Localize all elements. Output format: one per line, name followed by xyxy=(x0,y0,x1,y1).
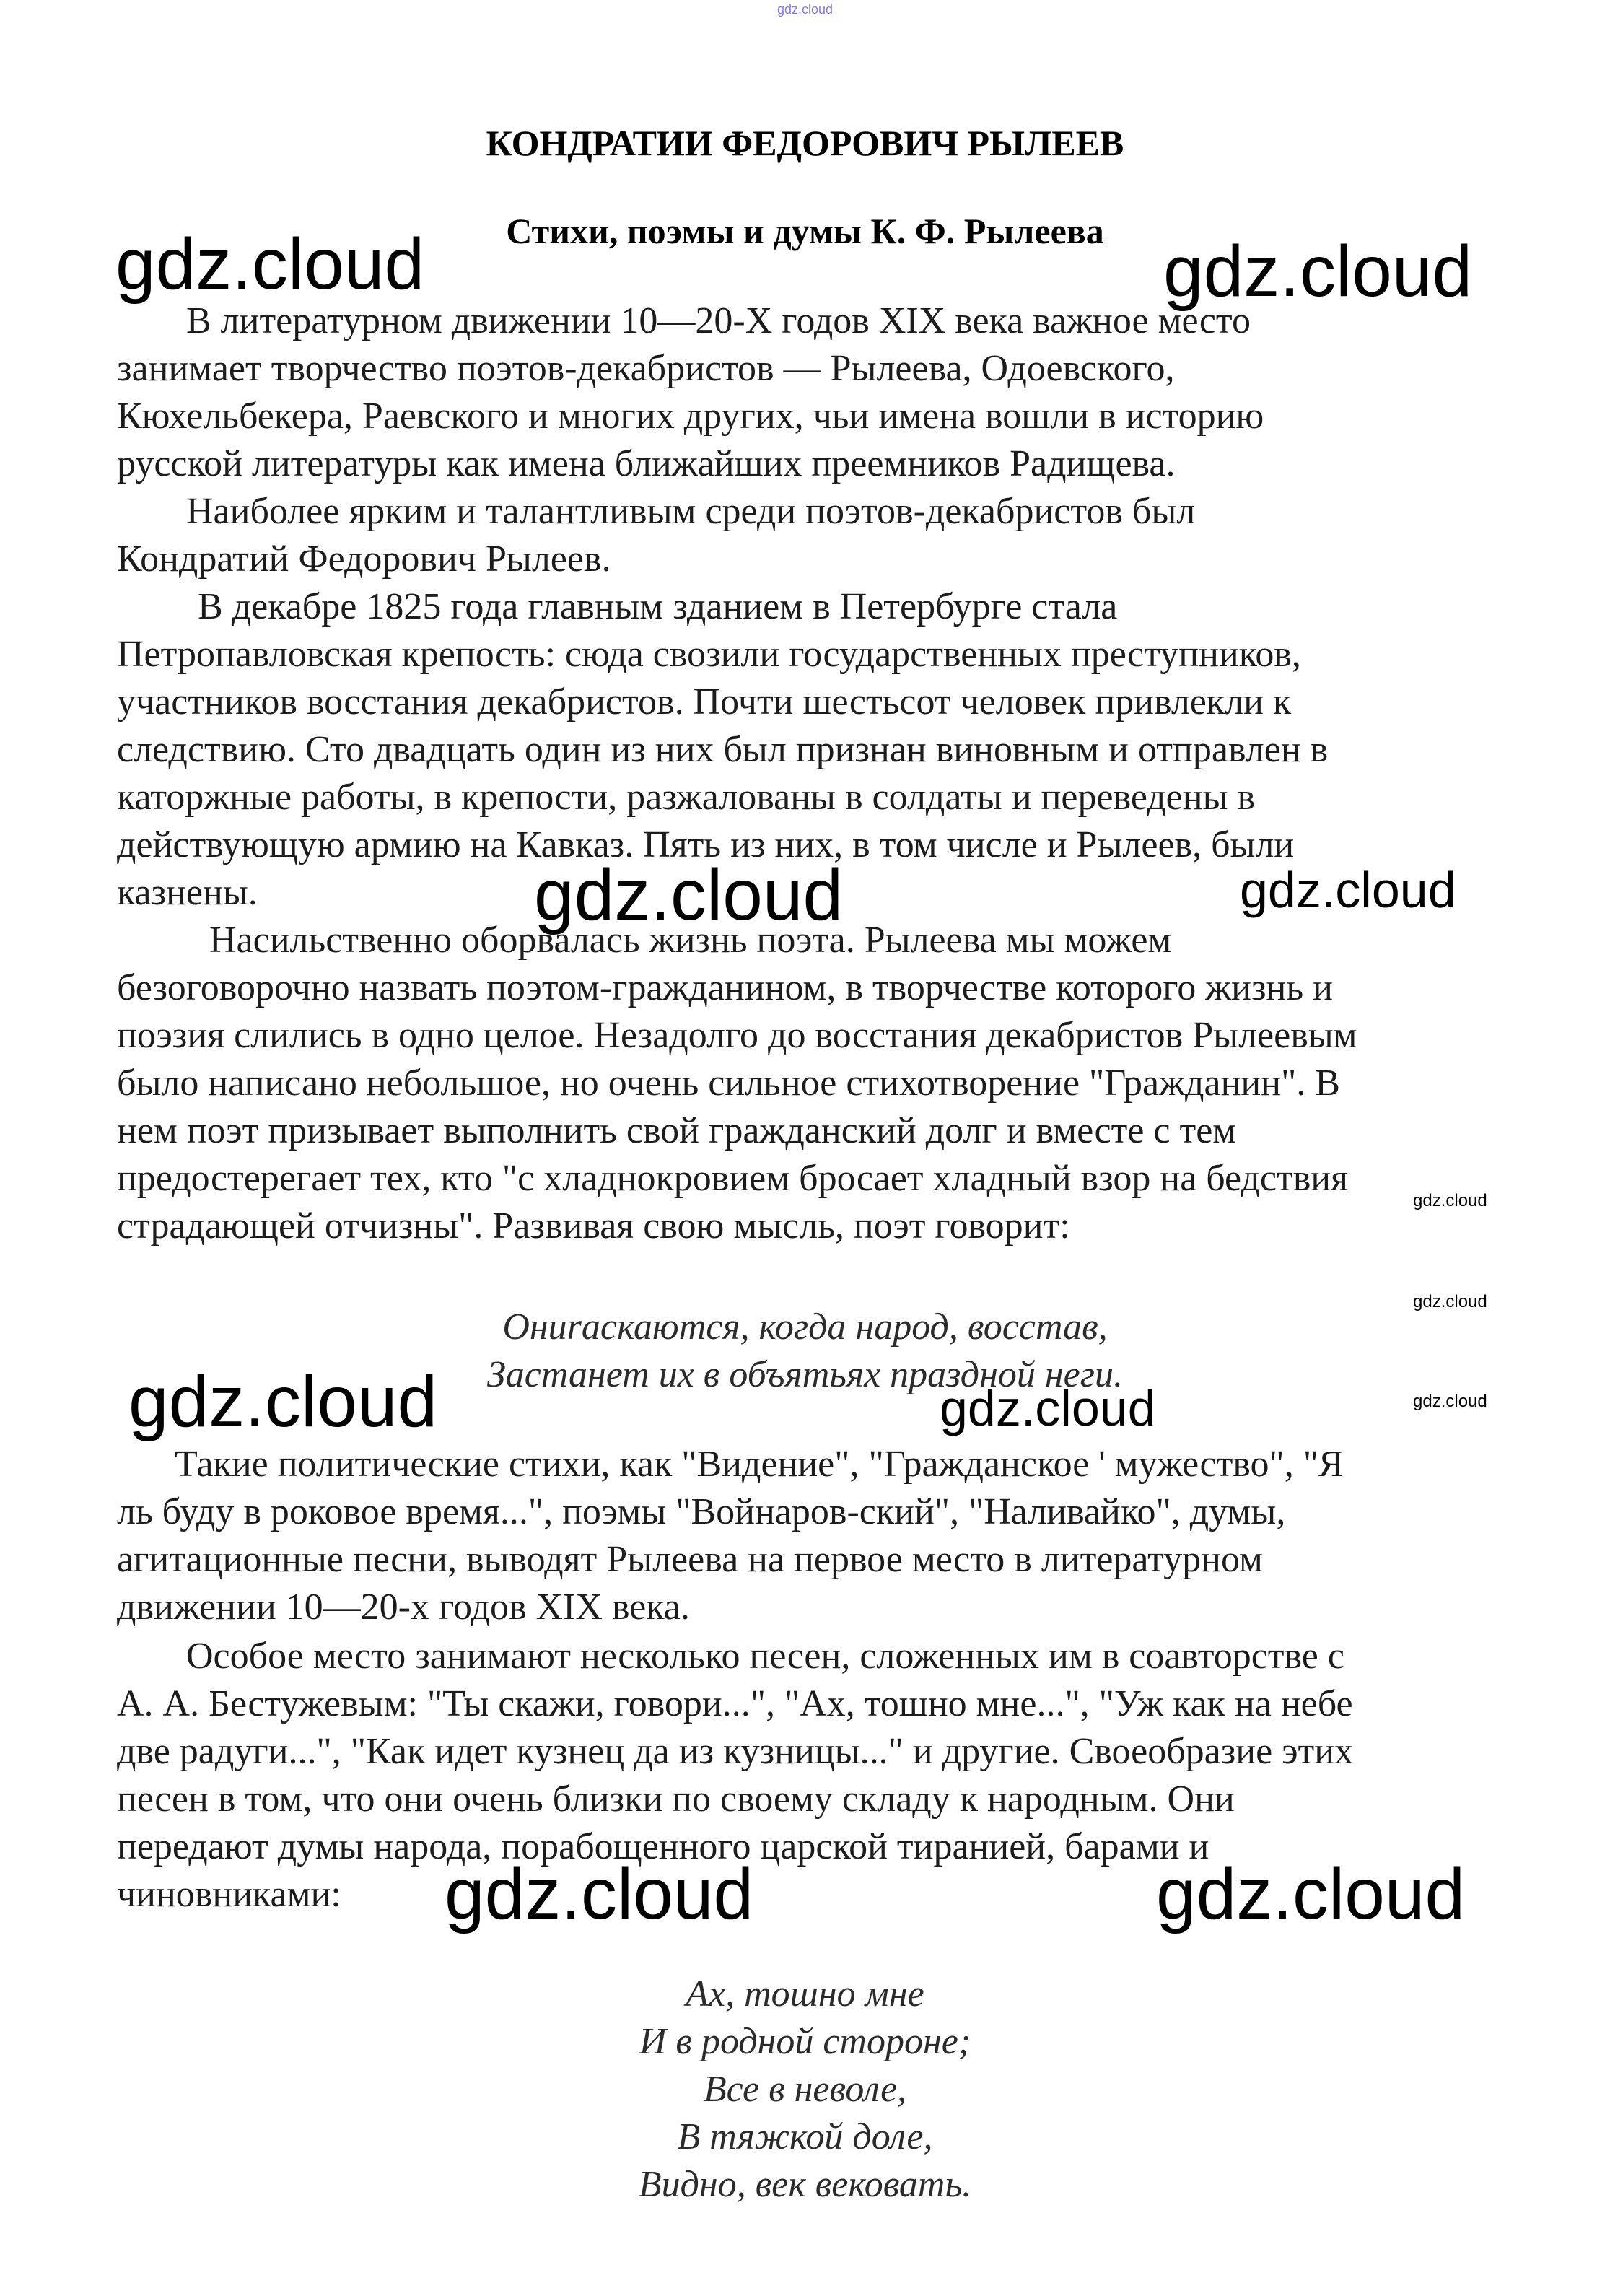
watermark: gdz.cloud xyxy=(1413,1392,1487,1411)
text-line: Насильственно оборвалась жизнь поэта. Рылеева мы можем xyxy=(209,920,1172,961)
poem-line: Все в неволе, xyxy=(703,2069,907,2110)
paragraph-2 xyxy=(117,488,1506,583)
watermark: gdz.cloud xyxy=(128,1361,438,1442)
text-line: было написано небольшое, но очень сильное стихотворение "Гражданин". В xyxy=(117,1062,1340,1104)
text-line: занимает творчество поэтов-декабристов — Рылеева, Одоевского, xyxy=(117,348,1175,389)
watermark: gdz.cloud xyxy=(534,855,844,935)
paragraph-5 xyxy=(117,1441,1506,1631)
poem-line: И в родной стороне; xyxy=(639,2021,971,2062)
poem-line: Ах, тошно мне xyxy=(686,1973,924,2015)
text-line: В литературном движении 10—20-X годов XIX века важное место xyxy=(186,300,1251,341)
poem-line: Видно, век вековать. xyxy=(638,2164,972,2205)
paragraph-4 xyxy=(117,917,1506,1250)
poem-line: Застанет их в объятьях праздной неги. xyxy=(486,1354,1124,1395)
watermark: gdz.cloud xyxy=(1413,1292,1487,1311)
text-line: Наиболее ярким и талантливым среди поэтов-декабристов был xyxy=(186,491,1196,532)
text-line: следствию. Сто двадцать один из них был признан виновным и отправлен в xyxy=(117,729,1329,770)
text-line: Кюхельбекера, Раевского и многих других, чьи имена вошли в историю xyxy=(117,396,1264,437)
text-line: поэзия слились в одно целое. Незадолго до восстания декабристов Рылеевым xyxy=(117,1015,1357,1056)
text-line: В декабре 1825 года главным зданием в Петербурге стала xyxy=(198,586,1118,627)
watermark: gdz.cloud xyxy=(1163,231,1473,312)
text-line: Петропавловская крепость: сюда свозили государственных преступников, xyxy=(117,634,1301,675)
text-line: передают думы народа, порабощенного царской тиранией, барами и xyxy=(117,1826,1209,1867)
watermark: gdz.cloud xyxy=(115,224,425,305)
watermark: gdz.cloud xyxy=(1240,862,1456,918)
poem-line: В тяжкой доле, xyxy=(677,2116,933,2157)
text-line: казнены. xyxy=(117,872,258,913)
top-watermark: gdz.cloud xyxy=(776,2,834,17)
text-line: страдающей отчизны". Развивая свою мысль, поэт говорит: xyxy=(117,1205,1070,1247)
text-line: две радуги...", "Как идет кузнец да из кузницы..." и другие. Своеобразие этих xyxy=(117,1731,1354,1772)
text-line: движении 10—20-х годов XIX века. xyxy=(117,1586,690,1628)
text-line: русской литературы как имена ближайших преемников Радищева. xyxy=(117,443,1176,484)
watermark: gdz.cloud xyxy=(1413,1191,1487,1210)
text-line: предостерегает тех, кто "с хладнокровием бросает хладный взор на бедствия xyxy=(117,1158,1348,1199)
paragraph-1 xyxy=(117,297,1506,488)
poem-quote-2 xyxy=(0,1970,1610,2209)
watermark: gdz.cloud xyxy=(940,1380,1156,1436)
watermark: gdz.cloud xyxy=(445,1854,754,1934)
page-title: КОНДРАТИИ ФЕДОРОВИЧ РЫЛЕЕВ xyxy=(486,123,1124,163)
poem-line: Ониraскаются, когда народ, восстав, xyxy=(502,1306,1108,1348)
text-line: действующую армию на Кавказ. Пять из них, в том числе и Рылеев, были xyxy=(117,824,1295,865)
text-line: Такие политические стихи, как "Видение", "Гражданское ' мужество", "Я xyxy=(175,1444,1344,1485)
watermark: gdz.cloud xyxy=(1156,1854,1466,1934)
text-line: Кондратий Федорович Рылеев. xyxy=(117,538,611,580)
text-line: чиновниками: xyxy=(117,1874,341,1915)
text-line: ль буду в роковое время...", поэмы "Войнаров-ский", "Наливайко", думы, xyxy=(117,1491,1286,1532)
text-line: песен в том, что они очень близки по своему складу к народным. Они xyxy=(117,1778,1235,1820)
text-line: безоговорочно назвать поэтом-гражданином, в творчестве которого жизнь и xyxy=(117,967,1333,1008)
text-line: А. А. Бестужевым: "Ты скажи, говори...", "Ах, тошно мне...", "Уж как на небе xyxy=(117,1683,1353,1724)
text-line: нем поэт призывает выполнить свой гражданский долг и вместе с тем xyxy=(117,1110,1237,1151)
text-line: каторжные работы, в крепости, разжалованы в солдаты и переведены в xyxy=(117,777,1256,818)
text-line: Особое место занимают несколько песен, сложенных им в соавторстве с xyxy=(186,1636,1344,1677)
text-line: агитационные песни, выводят Рылеева на первое место в литературном xyxy=(117,1539,1263,1580)
text-line: участников восстания декабристов. Почти шестьсот человек привлекли к xyxy=(117,681,1292,723)
page-subtitle: Стихи, поэмы и думы К. Ф. Рылеева xyxy=(506,211,1104,251)
